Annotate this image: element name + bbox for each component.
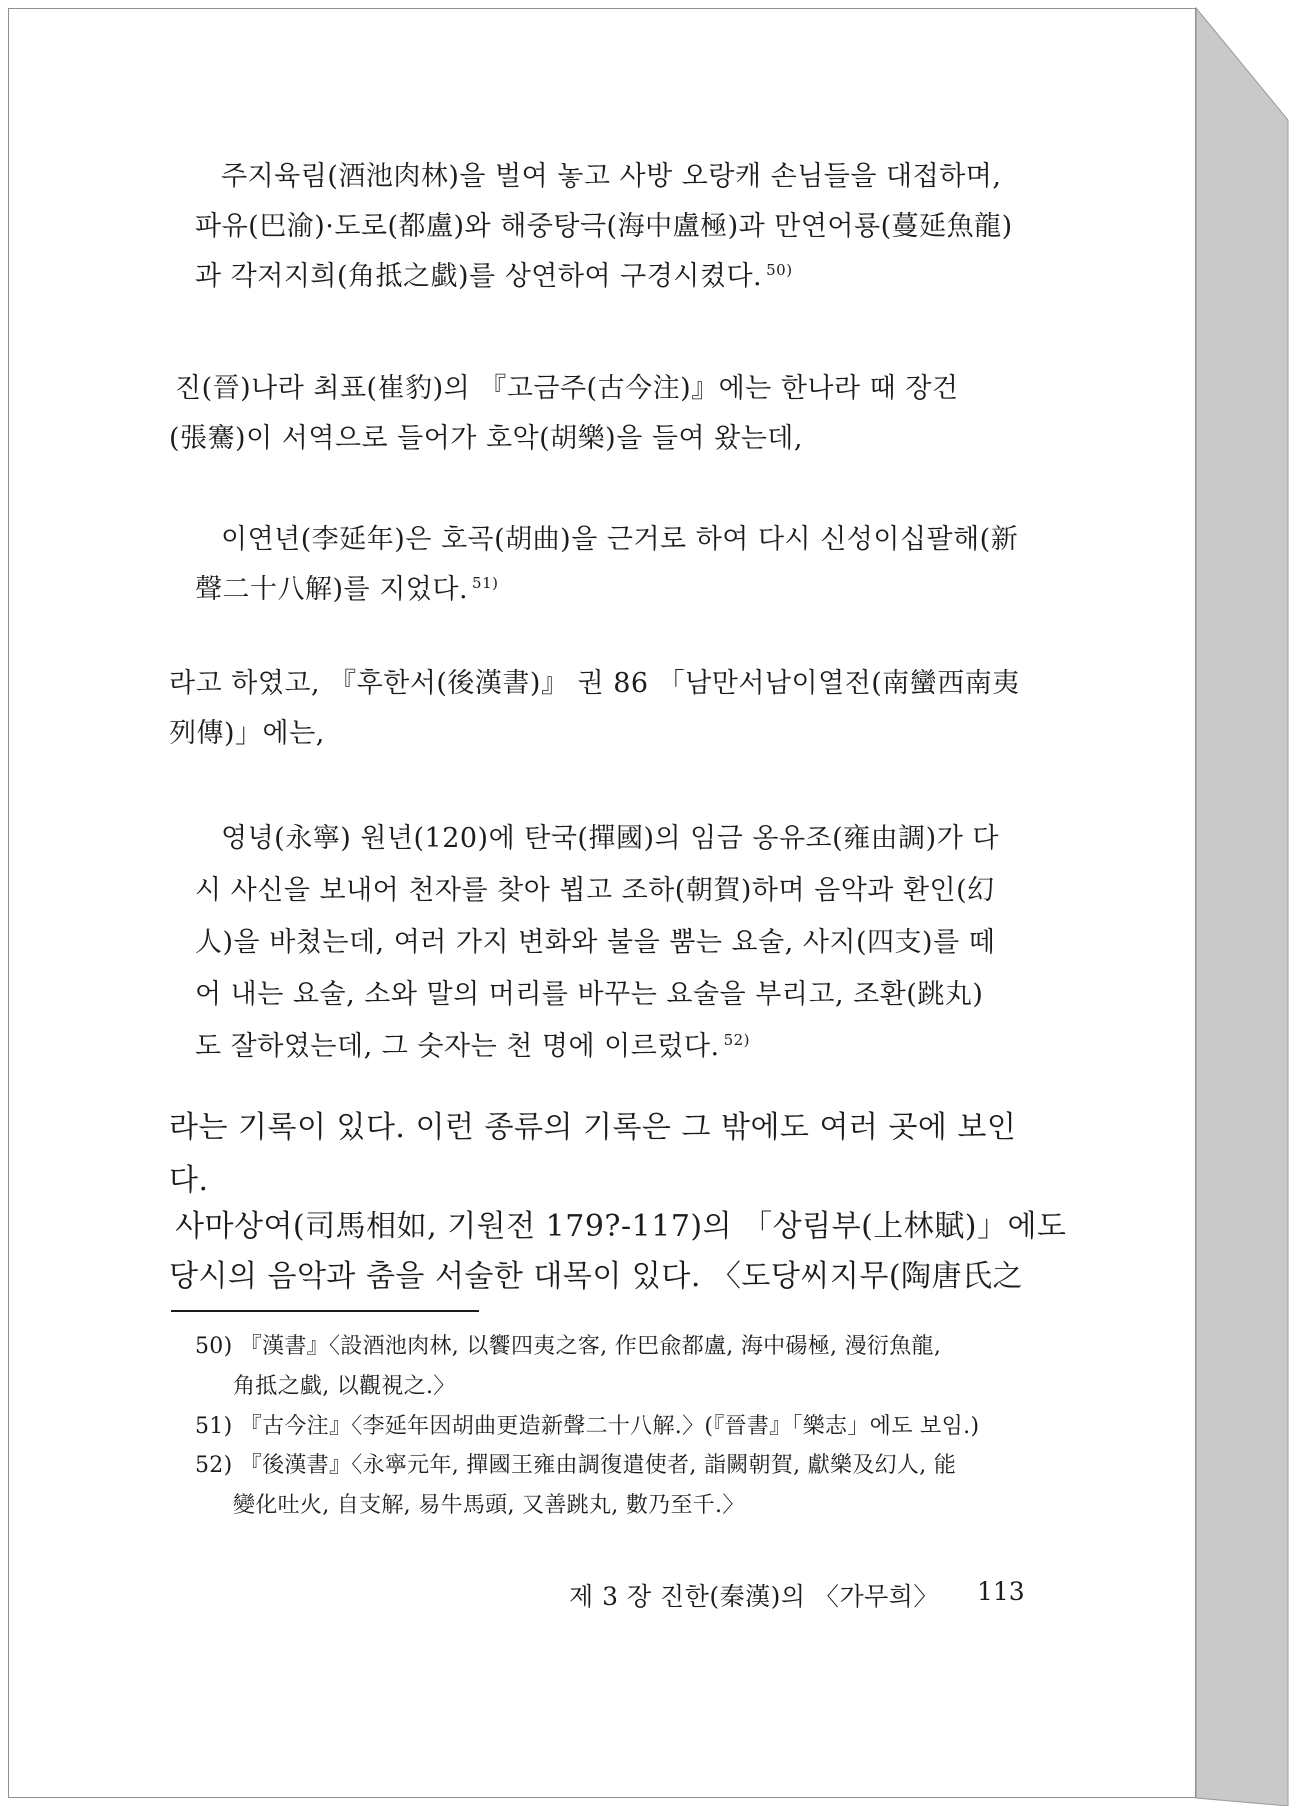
page-number: 113 [977,1577,1025,1606]
footnote-line: 角抵之戱, 以觀視之.〉 [233,1374,456,1399]
footnote-line: 變化吐火, 自支解, 易牛馬頭, 又善跳丸, 數乃至千.〉 [233,1493,745,1518]
text-line: 시 사신을 보내어 천자를 찾아 뵙고 조하(朝賀)하며 음악과 환인(幻 [195,875,995,906]
text-line: 당시의 음악과 춤을 서술한 대목이 있다. 〈도당씨지무(陶唐氏之 [169,1259,1024,1294]
text-line: 이연년(李延年)은 호곡(胡曲)을 근거로 하여 다시 신성이십팔해(新 [221,524,1019,555]
text-line: 진(晉)나라 최표(崔豹)의 『고금주(古今注)』에는 한나라 때 장건 [175,373,959,404]
footnote-line: 50) 『漢書』〈設酒池肉林, 以饗四夷之客, 作巴兪都盧, 海中碭極, 漫衍魚龍, [195,1334,942,1359]
text-line [195,565,1035,615]
text-line: 어 내는 요술, 소와 말의 머리를 바꾸는 요술을 부리고, 조환(跳丸) [195,979,984,1010]
footnote-reference[interactable]: 52) [723,1031,751,1049]
text-line-content: 과 각저지희(角抵之戱)를 상연하여 구경시켰다. [195,261,763,292]
text-line: 사마상여(司馬相如, 기원전 179?-117)의 「상림부(上林賦)」에도 [175,1209,1067,1244]
text-line: 라는 기록이 있다. 이런 종류의 기록은 그 밖에도 여러 곳에 보인 [169,1110,1017,1145]
body-paragraph [169,1202,1067,1302]
quote-block-hanshu [195,152,1035,302]
footnote-line: 52) 『後漢書』〈永寧元年, 撣國王雍由調復遣使者, 詣闕朝賀, 獻樂及幻人, 能 [195,1453,957,1478]
footnote-reference[interactable]: 51) [472,574,499,592]
book-page [8,8,1196,1798]
text-line: 영녕(永寧) 원년(120)에 탄국(撣國)의 임금 옹유조(雍由調)가 다 [221,823,999,854]
text-line: (張騫)이 서역으로 들어가 호악(胡樂)을 들여 왔는데, [169,423,803,454]
text-line: 列傳)」에는, [169,718,325,749]
quote-block-gujinzhu [195,515,1035,615]
body-paragraph [169,1101,1037,1207]
body-paragraph [169,659,1037,759]
text-line: 人)을 바쳤는데, 여러 가지 변화와 불을 뿜는 요술, 사지(四支)를 떼 [195,927,996,958]
quote-block-houhanshu [195,813,1035,1073]
running-footer: 제 3 장 진한(秦漢)의 〈가무희〉 [569,1582,939,1611]
footnote-reference[interactable]: 50) [766,261,793,279]
footnote-separator [171,1310,479,1312]
text-line: 라고 하였고, 『후한서(後漢書)』 권 86 「남만서남이열전(南蠻西南夷 [169,668,1020,699]
footnote-51 [195,1407,979,1447]
footnote-50 [195,1327,941,1407]
text-line: 다. [169,1163,209,1198]
text-line [195,1021,1035,1073]
body-paragraph [169,364,1037,464]
text-line-content: 聲二十八解)를 지었다. [195,574,469,605]
text-line: 주지육림(酒池肉林)을 벌여 놓고 사방 오랑캐 손님들을 대접하며, [221,161,1002,192]
text-line: 파유(巴渝)·도로(都盧)와 해중탕극(海中盧極)과 만연어룡(蔓延魚龍) [195,211,1013,242]
text-line [195,252,1035,302]
footnote-line: 51) 『古今注』〈李延年因胡曲更造新聲二十八解.〉(『晉書』「樂志」에도 보임.) [195,1414,980,1439]
text-line-content: 도 잘하였는데, 그 숫자는 천 명에 이르렀다. [195,1031,720,1062]
footnote-52 [195,1446,956,1526]
